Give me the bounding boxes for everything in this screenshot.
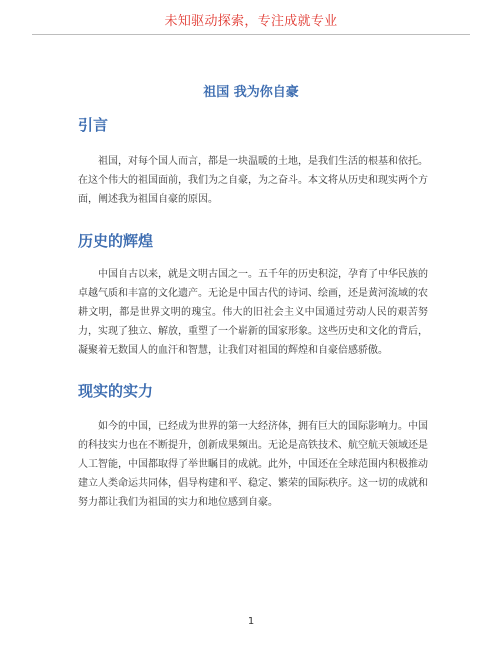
section-heading-history: 历史的辉煌: [78, 232, 154, 250]
document-title: 祖国 我为你自豪: [203, 85, 299, 100]
section-body-history: 中国自古以来，就是文明古国之一。五千年的历史积淀，孕育了中华民族的卓越气质和丰富的文化遗产。无论是中国古代的诗词、绘画，还是黄河流域的农耕文明，都是世界文明的瑰宝。伟大的旧社会主义中国通过劳动人民的艰苦努力，实现了独立、解放，重塑了一个崭新的国家形象。这些历史和文化的背后，凝聚着无数国人的血汗和智慧，让我们对祖国的辉煌和自豪倍感骄傲。: [78, 269, 428, 356]
header-divider: [32, 34, 470, 35]
section-body-reality: 如今的中国，已经成为世界的第一大经济体，拥有巨大的国际影响力。中国的科技实力也在不断提升，创新成果频出。无论是高铁技术、航空航天领域还是人工智能，中国都取得了举世瞩目的成就。此外，中国还在全球范围内积极推动建立人类命运共同体，倡导构建和平、稳定、繁荣的国际秩序。这一切的成就和努力都让我们为祖国的实力和地位感到自豪。: [78, 421, 428, 508]
section-body-intro: 祖国，对每个国人而言，都是一块温暖的土地，是我们生活的根基和依托。在这个伟大的祖国面前，我们为之自豪，为之奋斗。本文将从历史和现实两个方面，阐述我为祖国自豪的原因。: [78, 156, 428, 205]
page-number: 1: [247, 616, 255, 627]
page-header: 未知驱动探索，专注成就专业: [164, 14, 338, 29]
section-heading-reality: 现实的实力: [78, 382, 154, 400]
section-heading-intro: 引言: [78, 116, 109, 134]
